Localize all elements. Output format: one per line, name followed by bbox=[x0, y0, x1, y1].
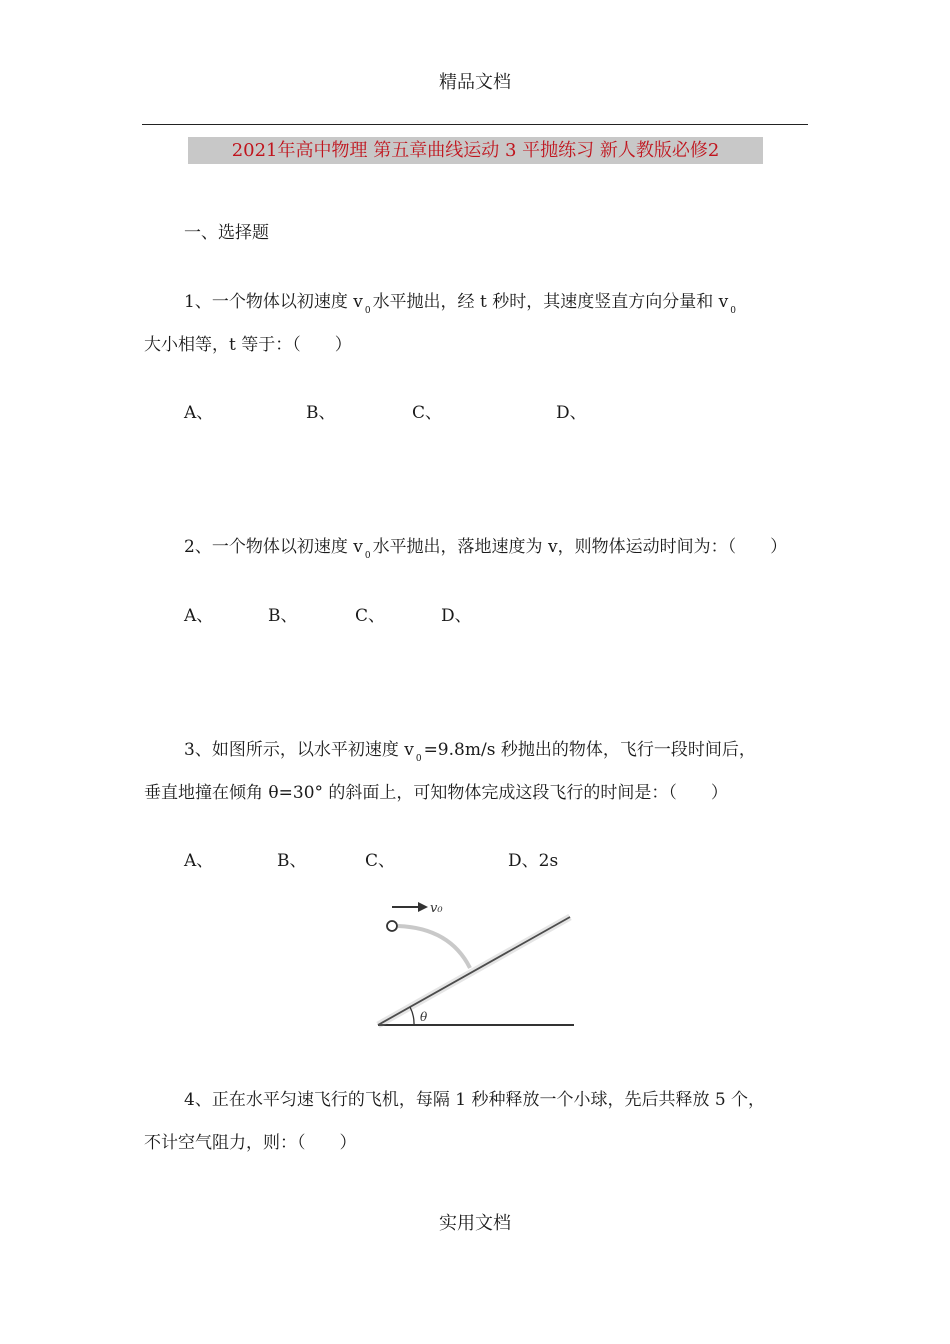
page-header: 精品文档 bbox=[439, 72, 511, 93]
question-3-option-a: A、 bbox=[184, 851, 214, 871]
question-1-option-c: C、 bbox=[412, 403, 443, 423]
question-1-option-d: D、 bbox=[556, 403, 587, 423]
section-heading: 一、选择题 bbox=[184, 223, 269, 243]
document-title: 2021年高中物理 第五章曲线运动 3 平抛练习 新人教版必修2 bbox=[188, 137, 763, 164]
question-1-option-a: A、 bbox=[184, 403, 214, 423]
question-4-line-2: 不计空气阻力，则：（ ） bbox=[144, 1133, 357, 1153]
incline-shading bbox=[378, 917, 570, 1025]
question-1-line-1: 1、一个物体以初速度 v $_0$ 水平抛出，经 t 秒时，其速度竖直方向分量和 v $_0$ bbox=[184, 292, 736, 316]
question-2-option-c: C、 bbox=[355, 606, 386, 626]
trajectory-path bbox=[398, 926, 470, 968]
question-2-option-a: A、 bbox=[184, 606, 214, 626]
question-3-line-2: 垂直地撞在倾角 θ=30° 的斜面上，可知物体完成这段飞行的时间是：（ ） bbox=[144, 783, 728, 803]
question-3-option-b: B、 bbox=[277, 851, 307, 871]
question-2-option-d: D、 bbox=[441, 606, 472, 626]
question-4-line-1: 4、正在水平匀速飞行的飞机，每隔 1 秒种释放一个小球，先后共释放 5 个， bbox=[184, 1090, 766, 1110]
incline-projectile-figure bbox=[370, 893, 580, 1033]
arrow-head-icon bbox=[418, 902, 428, 912]
velocity-label: v₀ bbox=[430, 901, 443, 916]
question-1-option-b: B、 bbox=[306, 403, 336, 423]
question-1-line-2: 大小相等，t 等于：（ ） bbox=[144, 335, 352, 355]
question-3-line-1: 3、如图所示，以水平初速度 v $_0$ =9.8m/s 秒抛出的物体，飞行一段时间后， bbox=[184, 740, 756, 764]
question-2-line-1: 2、一个物体以初速度 v $_0$ 水平抛出，落地速度为 v，则物体运动时间为：（ ） bbox=[184, 537, 788, 561]
question-3-option-d: D、2s bbox=[508, 851, 559, 871]
question-3-option-c: C、 bbox=[365, 851, 396, 871]
angle-label: θ bbox=[420, 1010, 428, 1024]
page-footer: 实用文档 bbox=[439, 1213, 511, 1234]
question-2-option-b: B、 bbox=[268, 606, 298, 626]
header-rule bbox=[142, 124, 808, 125]
ball-icon bbox=[387, 921, 397, 931]
